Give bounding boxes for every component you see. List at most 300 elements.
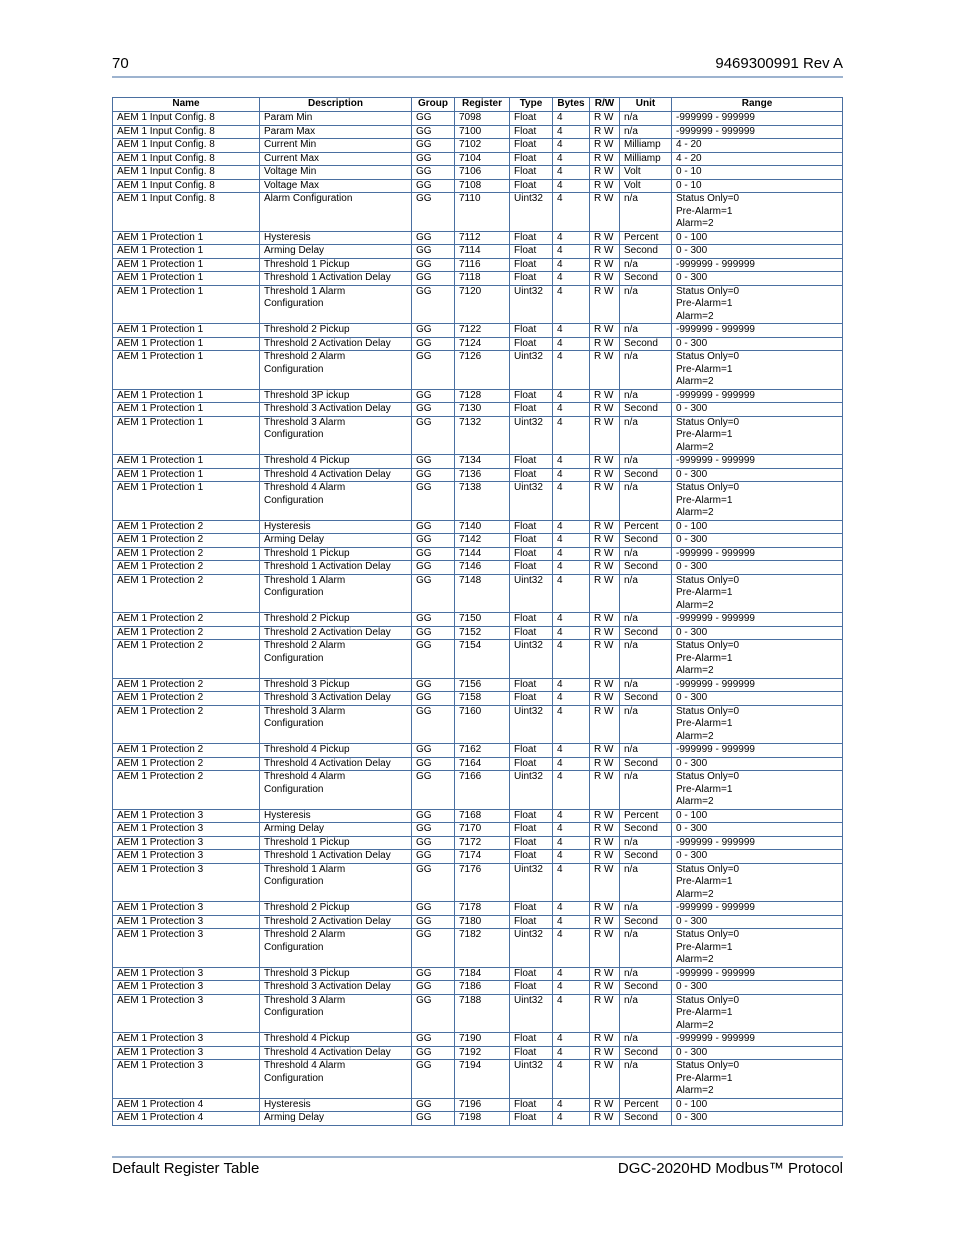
column-header-bytes: Bytes [553, 98, 590, 112]
cell-range: -999999 - 999999 [672, 324, 843, 338]
table-row [113, 613, 843, 627]
cell-group: GG [412, 389, 455, 403]
cell-type: Float [510, 152, 553, 166]
cell-unit: Second [620, 850, 672, 864]
cell-register: 7132 [455, 416, 510, 455]
cell-register: 7186 [455, 981, 510, 995]
cell-register: 7194 [455, 1060, 510, 1099]
cell-type: Float [510, 981, 553, 995]
cell-rw: R W [590, 915, 620, 929]
cell-name: AEM 1 Protection 1 [113, 337, 260, 351]
cell-range: 0 - 300 [672, 245, 843, 259]
cell-type: Uint32 [510, 1060, 553, 1099]
cell-description: Threshold 3 Alarm Configuration [260, 416, 412, 455]
cell-register: 7188 [455, 994, 510, 1033]
table-row [113, 416, 843, 455]
cell-unit: n/a [620, 482, 672, 521]
cell-range: Status Only=0 Pre-Alarm=1 Alarm=2 [672, 351, 843, 390]
cell-description: Threshold 1 Activation Delay [260, 850, 412, 864]
cell-bytes: 4 [553, 981, 590, 995]
cell-register: 7170 [455, 823, 510, 837]
cell-name: AEM 1 Protection 3 [113, 967, 260, 981]
cell-description: Arming Delay [260, 534, 412, 548]
table-row [113, 771, 843, 810]
cell-description: Hysteresis [260, 231, 412, 245]
cell-group: GG [412, 915, 455, 929]
cell-name: AEM 1 Protection 3 [113, 902, 260, 916]
cell-type: Float [510, 809, 553, 823]
cell-type: Float [510, 179, 553, 193]
cell-type: Float [510, 245, 553, 259]
table-row [113, 561, 843, 575]
cell-range: -999999 - 999999 [672, 744, 843, 758]
cell-range: 0 - 300 [672, 561, 843, 575]
page-number: 70 [112, 55, 129, 72]
cell-description: Threshold 1 Activation Delay [260, 561, 412, 575]
cell-type: Float [510, 547, 553, 561]
cell-group: GG [412, 416, 455, 455]
cell-register: 7126 [455, 351, 510, 390]
cell-name: AEM 1 Input Config. 8 [113, 139, 260, 153]
cell-rw: R W [590, 285, 620, 324]
cell-name: AEM 1 Protection 1 [113, 285, 260, 324]
table-row [113, 285, 843, 324]
cell-register: 7124 [455, 337, 510, 351]
cell-rw: R W [590, 125, 620, 139]
cell-register: 7184 [455, 967, 510, 981]
cell-group: GG [412, 166, 455, 180]
cell-description: Threshold 3 Activation Delay [260, 981, 412, 995]
cell-group: GG [412, 1112, 455, 1126]
cell-description: Arming Delay [260, 823, 412, 837]
cell-type: Float [510, 967, 553, 981]
cell-unit: Percent [620, 520, 672, 534]
cell-type: Uint32 [510, 863, 553, 902]
cell-name: AEM 1 Protection 2 [113, 626, 260, 640]
cell-group: GG [412, 902, 455, 916]
cell-type: Float [510, 836, 553, 850]
cell-bytes: 4 [553, 561, 590, 575]
cell-rw: R W [590, 692, 620, 706]
cell-type: Float [510, 757, 553, 771]
table-row [113, 678, 843, 692]
cell-range: 0 - 300 [672, 403, 843, 417]
cell-bytes: 4 [553, 416, 590, 455]
cell-type: Float [510, 125, 553, 139]
cell-type: Float [510, 337, 553, 351]
cell-description: Threshold 2 Alarm Configuration [260, 929, 412, 968]
cell-unit: Percent [620, 809, 672, 823]
cell-bytes: 4 [553, 809, 590, 823]
cell-bytes: 4 [553, 112, 590, 126]
table-row [113, 809, 843, 823]
column-header-rw: R/W [590, 98, 620, 112]
cell-rw: R W [590, 757, 620, 771]
cell-group: GG [412, 626, 455, 640]
cell-group: GG [412, 403, 455, 417]
cell-name: AEM 1 Protection 1 [113, 351, 260, 390]
cell-group: GG [412, 574, 455, 613]
cell-name: AEM 1 Input Config. 8 [113, 112, 260, 126]
cell-description: Arming Delay [260, 1112, 412, 1126]
cell-rw: R W [590, 482, 620, 521]
cell-type: Float [510, 1112, 553, 1126]
cell-bytes: 4 [553, 902, 590, 916]
cell-register: 7150 [455, 613, 510, 627]
cell-range: 0 - 100 [672, 1098, 843, 1112]
cell-rw: R W [590, 1112, 620, 1126]
table-row [113, 351, 843, 390]
cell-rw: R W [590, 455, 620, 469]
cell-range: 0 - 100 [672, 809, 843, 823]
cell-register: 7196 [455, 1098, 510, 1112]
cell-name: AEM 1 Protection 1 [113, 231, 260, 245]
table-row [113, 482, 843, 521]
cell-type: Float [510, 389, 553, 403]
cell-range: 0 - 300 [672, 534, 843, 548]
cell-name: AEM 1 Protection 3 [113, 1046, 260, 1060]
cell-unit: Percent [620, 1098, 672, 1112]
cell-name: AEM 1 Protection 1 [113, 389, 260, 403]
cell-rw: R W [590, 929, 620, 968]
cell-register: 7178 [455, 902, 510, 916]
cell-unit: n/a [620, 994, 672, 1033]
cell-register: 7108 [455, 179, 510, 193]
cell-name: AEM 1 Protection 2 [113, 705, 260, 744]
table-row [113, 455, 843, 469]
cell-description: Hysteresis [260, 1098, 412, 1112]
cell-name: AEM 1 Protection 1 [113, 258, 260, 272]
table-row [113, 994, 843, 1033]
cell-range: 0 - 300 [672, 1046, 843, 1060]
cell-rw: R W [590, 112, 620, 126]
cell-type: Float [510, 166, 553, 180]
cell-range: 0 - 300 [672, 272, 843, 286]
cell-rw: R W [590, 324, 620, 338]
table-row [113, 193, 843, 232]
cell-unit: Second [620, 757, 672, 771]
cell-range: -999999 - 999999 [672, 613, 843, 627]
cell-register: 7100 [455, 125, 510, 139]
cell-unit: n/a [620, 1033, 672, 1047]
cell-register: 7112 [455, 231, 510, 245]
register-table [112, 97, 843, 1126]
cell-description: Threshold 4 Pickup [260, 455, 412, 469]
cell-rw: R W [590, 850, 620, 864]
cell-bytes: 4 [553, 1098, 590, 1112]
cell-description: Threshold 4 Alarm Configuration [260, 771, 412, 810]
cell-type: Float [510, 744, 553, 758]
cell-group: GG [412, 337, 455, 351]
cell-range: -999999 - 999999 [672, 678, 843, 692]
cell-group: GG [412, 112, 455, 126]
cell-description: Threshold 1 Alarm Configuration [260, 863, 412, 902]
table-row [113, 125, 843, 139]
cell-rw: R W [590, 258, 620, 272]
cell-unit: n/a [620, 389, 672, 403]
column-header-register: Register [455, 98, 510, 112]
cell-bytes: 4 [553, 1112, 590, 1126]
cell-rw: R W [590, 678, 620, 692]
cell-unit: n/a [620, 324, 672, 338]
table-row [113, 547, 843, 561]
cell-rw: R W [590, 416, 620, 455]
cell-rw: R W [590, 981, 620, 995]
cell-range: 0 - 100 [672, 520, 843, 534]
cell-type: Float [510, 468, 553, 482]
cell-group: GG [412, 231, 455, 245]
cell-type: Float [510, 626, 553, 640]
table-row [113, 166, 843, 180]
cell-unit: n/a [620, 125, 672, 139]
cell-description: Threshold 2 Activation Delay [260, 915, 412, 929]
column-header-description: Description [260, 98, 412, 112]
cell-group: GG [412, 139, 455, 153]
cell-unit: Second [620, 468, 672, 482]
cell-bytes: 4 [553, 403, 590, 417]
cell-rw: R W [590, 1098, 620, 1112]
cell-range: Status Only=0 Pre-Alarm=1 Alarm=2 [672, 994, 843, 1033]
cell-type: Uint32 [510, 705, 553, 744]
cell-register: 7138 [455, 482, 510, 521]
table-row [113, 981, 843, 995]
cell-name: AEM 1 Protection 3 [113, 850, 260, 864]
column-header-type: Type [510, 98, 553, 112]
cell-description: Threshold 2 Pickup [260, 324, 412, 338]
cell-type: Float [510, 231, 553, 245]
cell-group: GG [412, 1060, 455, 1099]
cell-type: Float [510, 561, 553, 575]
cell-register: 7146 [455, 561, 510, 575]
cell-group: GG [412, 981, 455, 995]
cell-group: GG [412, 1033, 455, 1047]
cell-register: 7118 [455, 272, 510, 286]
cell-group: GG [412, 285, 455, 324]
cell-bytes: 4 [553, 139, 590, 153]
cell-register: 7172 [455, 836, 510, 850]
table-row [113, 1112, 843, 1126]
cell-type: Float [510, 678, 553, 692]
cell-unit: Percent [620, 231, 672, 245]
cell-type: Float [510, 1033, 553, 1047]
cell-bytes: 4 [553, 351, 590, 390]
cell-type: Float [510, 902, 553, 916]
cell-type: Float [510, 112, 553, 126]
cell-bytes: 4 [553, 482, 590, 521]
cell-type: Float [510, 258, 553, 272]
cell-name: AEM 1 Protection 3 [113, 1033, 260, 1047]
cell-group: GG [412, 967, 455, 981]
cell-range: Status Only=0 Pre-Alarm=1 Alarm=2 [672, 416, 843, 455]
cell-rw: R W [590, 245, 620, 259]
table-row [113, 468, 843, 482]
cell-range: Status Only=0 Pre-Alarm=1 Alarm=2 [672, 640, 843, 679]
cell-range: -999999 - 999999 [672, 967, 843, 981]
cell-register: 7164 [455, 757, 510, 771]
cell-group: GG [412, 809, 455, 823]
cell-name: AEM 1 Protection 3 [113, 981, 260, 995]
cell-unit: Volt [620, 179, 672, 193]
cell-bytes: 4 [553, 534, 590, 548]
cell-rw: R W [590, 809, 620, 823]
cell-rw: R W [590, 1033, 620, 1047]
table-header-row [113, 98, 843, 112]
cell-range: -999999 - 999999 [672, 1033, 843, 1047]
cell-type: Uint32 [510, 574, 553, 613]
cell-rw: R W [590, 139, 620, 153]
cell-register: 7156 [455, 678, 510, 692]
cell-description: Alarm Configuration [260, 193, 412, 232]
cell-name: AEM 1 Protection 1 [113, 468, 260, 482]
cell-description: Threshold 2 Activation Delay [260, 626, 412, 640]
cell-bytes: 4 [553, 231, 590, 245]
cell-bytes: 4 [553, 468, 590, 482]
cell-range: 4 - 20 [672, 139, 843, 153]
table-row [113, 1046, 843, 1060]
cell-type: Uint32 [510, 193, 553, 232]
cell-group: GG [412, 245, 455, 259]
cell-range: Status Only=0 Pre-Alarm=1 Alarm=2 [672, 574, 843, 613]
cell-name: AEM 1 Protection 3 [113, 994, 260, 1033]
cell-range: -999999 - 999999 [672, 112, 843, 126]
cell-unit: n/a [620, 929, 672, 968]
cell-group: GG [412, 520, 455, 534]
cell-unit: n/a [620, 744, 672, 758]
cell-unit: n/a [620, 455, 672, 469]
cell-unit: Volt [620, 166, 672, 180]
cell-unit: n/a [620, 613, 672, 627]
cell-bytes: 4 [553, 850, 590, 864]
cell-unit: n/a [620, 258, 672, 272]
cell-range: -999999 - 999999 [672, 836, 843, 850]
table-row [113, 324, 843, 338]
cell-register: 7128 [455, 389, 510, 403]
cell-register: 7152 [455, 626, 510, 640]
column-header-unit: Unit [620, 98, 672, 112]
cell-name: AEM 1 Protection 2 [113, 771, 260, 810]
cell-description: Current Max [260, 152, 412, 166]
cell-bytes: 4 [553, 771, 590, 810]
cell-group: GG [412, 1098, 455, 1112]
cell-rw: R W [590, 231, 620, 245]
cell-rw: R W [590, 613, 620, 627]
cell-group: GG [412, 1046, 455, 1060]
table-row [113, 574, 843, 613]
cell-register: 7098 [455, 112, 510, 126]
cell-bytes: 4 [553, 272, 590, 286]
cell-type: Uint32 [510, 351, 553, 390]
cell-register: 7182 [455, 929, 510, 968]
cell-range: Status Only=0 Pre-Alarm=1 Alarm=2 [672, 285, 843, 324]
cell-description: Threshold 3 Alarm Configuration [260, 994, 412, 1033]
cell-type: Float [510, 139, 553, 153]
cell-description: Threshold 4 Pickup [260, 744, 412, 758]
cell-range: 0 - 300 [672, 1112, 843, 1126]
cell-description: Arming Delay [260, 245, 412, 259]
cell-range: 0 - 300 [672, 692, 843, 706]
cell-name: AEM 1 Protection 2 [113, 547, 260, 561]
cell-rw: R W [590, 547, 620, 561]
cell-register: 7190 [455, 1033, 510, 1047]
cell-description: Threshold 4 Activation Delay [260, 1046, 412, 1060]
cell-type: Float [510, 455, 553, 469]
cell-rw: R W [590, 771, 620, 810]
cell-rw: R W [590, 863, 620, 902]
cell-group: GG [412, 455, 455, 469]
cell-rw: R W [590, 705, 620, 744]
cell-range: 0 - 300 [672, 337, 843, 351]
cell-register: 7166 [455, 771, 510, 810]
cell-range: Status Only=0 Pre-Alarm=1 Alarm=2 [672, 929, 843, 968]
header-rule [112, 76, 843, 78]
cell-unit: Second [620, 561, 672, 575]
cell-bytes: 4 [553, 994, 590, 1033]
cell-rw: R W [590, 967, 620, 981]
footer-product-name: DGC-2020HD Modbus™ Protocol [617, 1160, 843, 1177]
cell-range: 0 - 300 [672, 757, 843, 771]
cell-bytes: 4 [553, 915, 590, 929]
table-row [113, 744, 843, 758]
cell-name: AEM 1 Protection 4 [113, 1112, 260, 1126]
cell-bytes: 4 [553, 1033, 590, 1047]
cell-group: GG [412, 547, 455, 561]
cell-name: AEM 1 Protection 1 [113, 324, 260, 338]
table-body [113, 112, 843, 1126]
cell-name: AEM 1 Protection 3 [113, 863, 260, 902]
cell-bytes: 4 [553, 520, 590, 534]
cell-rw: R W [590, 166, 620, 180]
cell-name: AEM 1 Protection 4 [113, 1098, 260, 1112]
cell-rw: R W [590, 561, 620, 575]
cell-type: Uint32 [510, 640, 553, 679]
cell-rw: R W [590, 272, 620, 286]
table-row [113, 337, 843, 351]
cell-register: 7176 [455, 863, 510, 902]
cell-range: -999999 - 999999 [672, 389, 843, 403]
cell-name: AEM 1 Input Config. 8 [113, 166, 260, 180]
cell-range: 4 - 20 [672, 152, 843, 166]
cell-name: AEM 1 Protection 1 [113, 403, 260, 417]
table-row [113, 1060, 843, 1099]
cell-register: 7180 [455, 915, 510, 929]
table-row [113, 850, 843, 864]
cell-range: 0 - 300 [672, 850, 843, 864]
cell-group: GG [412, 482, 455, 521]
cell-description: Threshold 3 Alarm Configuration [260, 705, 412, 744]
cell-name: AEM 1 Protection 3 [113, 836, 260, 850]
cell-type: Uint32 [510, 994, 553, 1033]
cell-bytes: 4 [553, 166, 590, 180]
cell-description: Threshold 3 Activation Delay [260, 692, 412, 706]
table-row [113, 626, 843, 640]
cell-description: Threshold 2 Alarm Configuration [260, 351, 412, 390]
cell-description: Threshold 1 Alarm Configuration [260, 574, 412, 613]
cell-type: Float [510, 1046, 553, 1060]
table-row [113, 245, 843, 259]
table-row [113, 915, 843, 929]
cell-unit: n/a [620, 1060, 672, 1099]
cell-register: 7106 [455, 166, 510, 180]
cell-range: Status Only=0 Pre-Alarm=1 Alarm=2 [672, 863, 843, 902]
cell-unit: n/a [620, 285, 672, 324]
cell-bytes: 4 [553, 152, 590, 166]
cell-description: Threshold 4 Pickup [260, 1033, 412, 1047]
cell-unit: Milliamp [620, 139, 672, 153]
cell-type: Float [510, 324, 553, 338]
cell-unit: n/a [620, 416, 672, 455]
cell-bytes: 4 [553, 193, 590, 232]
column-header-name: Name [113, 98, 260, 112]
